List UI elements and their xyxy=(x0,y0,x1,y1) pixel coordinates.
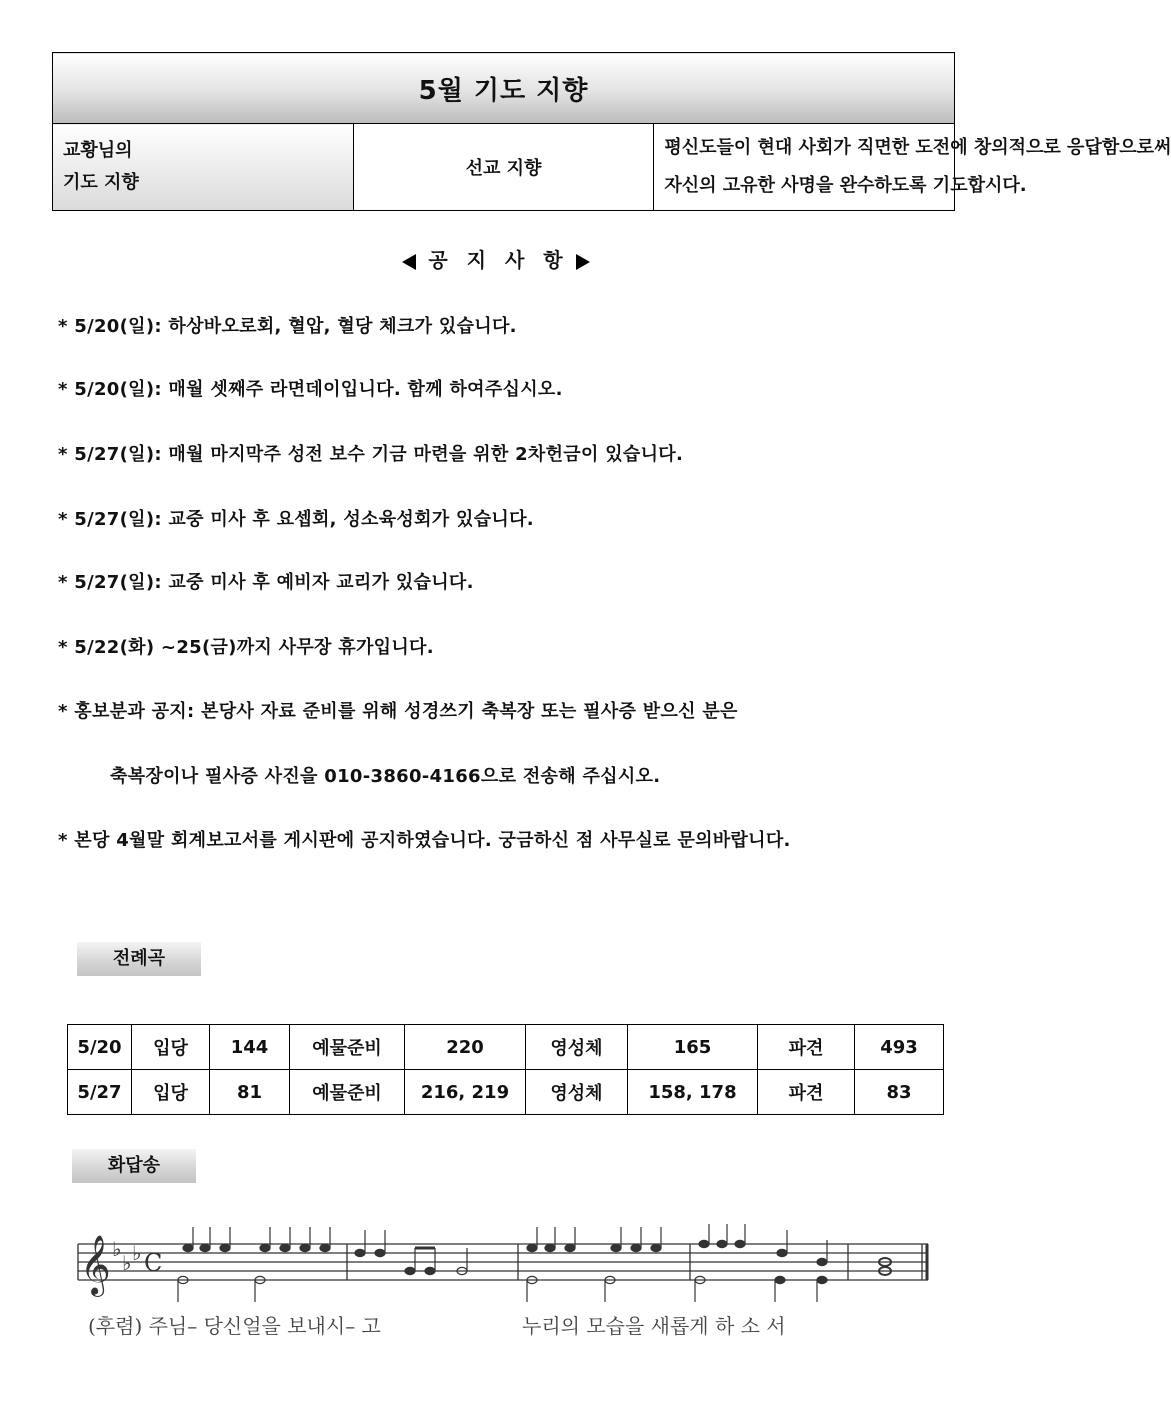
notice-heading xyxy=(0,244,992,273)
notice-item: * 5/20(일): 하상바오로회, 혈압, 혈당 체크가 있습니다. xyxy=(58,316,517,337)
hymn-number: 165 xyxy=(628,1025,758,1070)
psalm-lyrics-1: (후렴) 주님– 당신얼을 보내시– 고 xyxy=(88,1314,381,1338)
hymn-part: 파견 xyxy=(758,1025,855,1070)
notice-item: * 본당 4월말 회계보고서를 게시판에 공지하였습니다. 궁금하신 점 사무실로 문의바랍니다. xyxy=(58,830,791,851)
flat-icon: ♭ xyxy=(132,1241,142,1265)
melody-notes xyxy=(183,1224,891,1275)
table-row xyxy=(68,1025,944,1070)
hymn-section-label: 전례곡 xyxy=(77,942,201,976)
intention-text-line2: 자신의 고유한 사명을 완수하도록 기도합시다. xyxy=(664,175,1027,196)
treble-clef-icon: 𝄞 xyxy=(80,1235,111,1295)
notice-item: * 5/27(일): 교중 미사 후 예비자 교리가 있습니다. xyxy=(58,572,474,593)
notice-item: * 홍보분과 공지: 본당사 자료 준비를 위해 성경쓰기 축복장 또는 필사증 받으신 분은 xyxy=(58,701,738,722)
notice-item: * 5/27(일): 매월 마지막주 성전 보수 기금 마련을 위한 2차헌금이 있습니다. xyxy=(58,444,684,465)
pope-intention-label xyxy=(53,124,354,211)
hymn-part: 영성체 xyxy=(526,1070,628,1115)
hymn-table xyxy=(67,1024,944,1115)
common-time-icon: C xyxy=(144,1249,163,1277)
table-row xyxy=(68,1070,944,1115)
music-staff xyxy=(70,1222,940,1312)
hymn-number: 81 xyxy=(210,1070,290,1115)
hymn-part: 예물준비 xyxy=(290,1025,405,1070)
hymn-number: 493 xyxy=(855,1025,944,1070)
hymn-number: 83 xyxy=(855,1070,944,1115)
pope-label-line2: 기도 지향 xyxy=(63,172,139,193)
triangle-left-icon xyxy=(402,254,416,270)
flat-icon: ♭ xyxy=(112,1237,122,1261)
prayer-intention-table xyxy=(52,52,1171,211)
hymn-number: 216, 219 xyxy=(405,1070,526,1115)
psalm-section-label: 화답송 xyxy=(72,1149,196,1183)
notice-item: * 5/20(일): 매월 셋째주 라면데이입니다. 함께 하여주십시오. xyxy=(58,379,563,400)
hymn-number: 220 xyxy=(405,1025,526,1070)
hymn-date: 5/27 xyxy=(68,1070,132,1115)
intention-text xyxy=(654,124,1171,211)
flat-icon: ♭ xyxy=(122,1251,132,1275)
notice-item-continued: 축복장이나 필사증 사진을 010-3860-4166으로 전송해 주십시오. xyxy=(110,766,661,787)
notice-heading-text: 공 지 사 항 xyxy=(428,248,564,272)
notice-item: * 5/22(화) ~25(금)까지 사무장 휴가입니다. xyxy=(58,637,434,658)
intention-text-line1: 평신도들이 현대 사회가 직면한 도전에 창의적으로 응답함으로써 xyxy=(664,137,1171,158)
hymn-part: 예물준비 xyxy=(290,1070,405,1115)
psalm-lyrics-2: 누리의 모습을 새롭게 하 소 서 xyxy=(522,1314,786,1338)
hymn-date: 5/20 xyxy=(68,1025,132,1070)
hymn-part: 입당 xyxy=(132,1070,210,1115)
intention-category: 선교 지향 xyxy=(353,124,654,211)
prayer-title: 5월 기도 지향 xyxy=(53,53,955,124)
hymn-number: 144 xyxy=(210,1025,290,1070)
pope-label-line1: 교황님의 xyxy=(63,140,133,161)
notice-item: * 5/27(일): 교중 미사 후 요셉회, 성소육성회가 있습니다. xyxy=(58,509,534,530)
hymn-part: 영성체 xyxy=(526,1025,628,1070)
hymn-part: 파견 xyxy=(758,1070,855,1115)
triangle-right-icon xyxy=(576,254,590,270)
hymn-part: 입당 xyxy=(132,1025,210,1070)
hymn-number: 158, 178 xyxy=(628,1070,758,1115)
